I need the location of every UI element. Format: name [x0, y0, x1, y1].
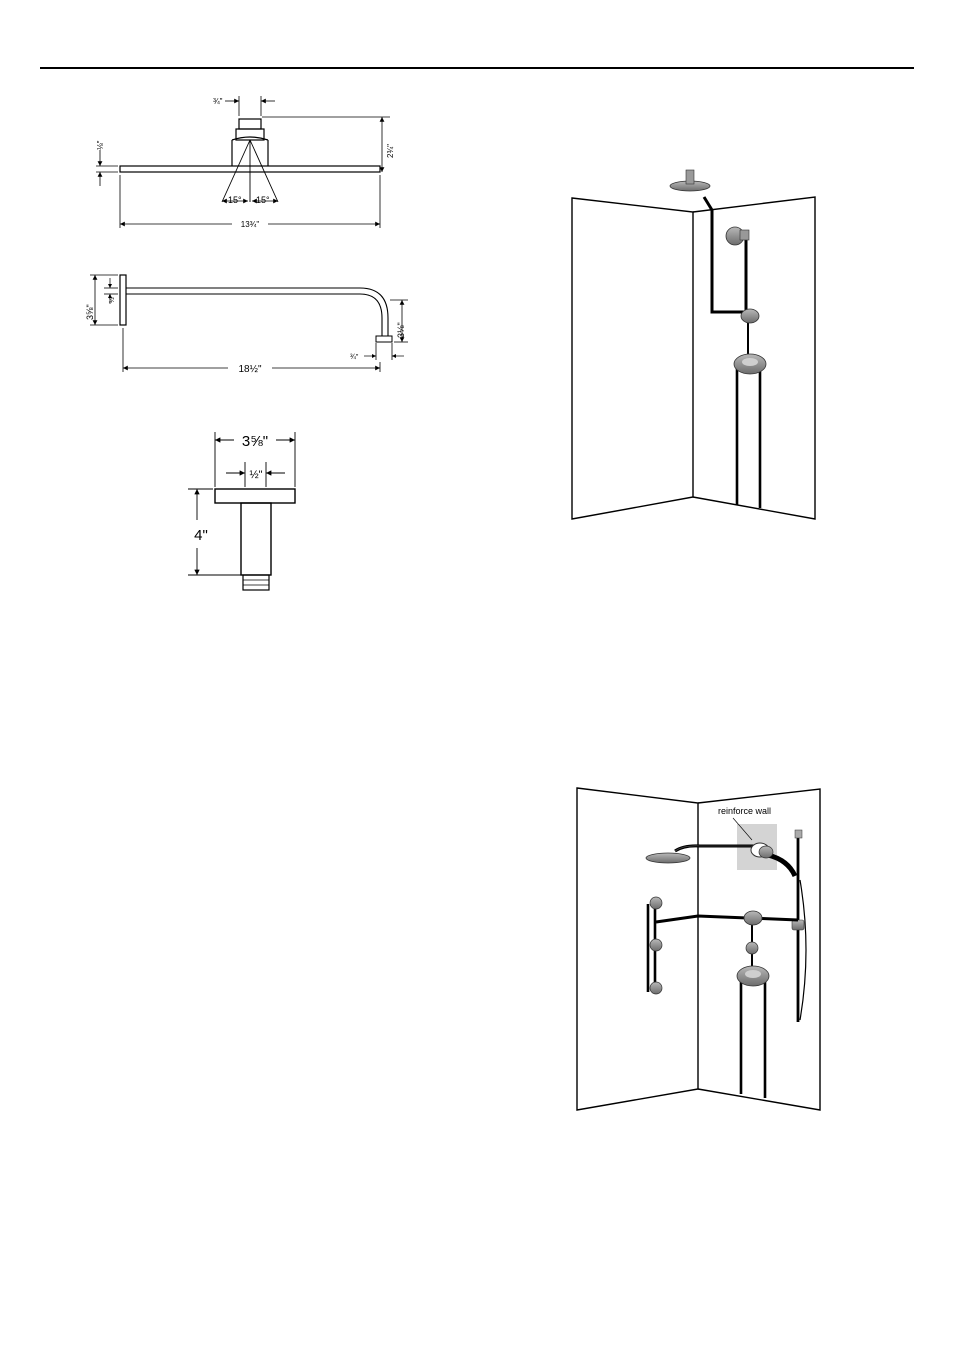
dim-overall-width: 13¾": [240, 220, 260, 229]
rainhead-dimension-drawing: [96, 96, 395, 229]
dim-inlet: ½": [249, 469, 263, 481]
dim-height-right: 2¾": [386, 144, 395, 158]
dim-connector-height: 4": [194, 527, 208, 544]
shower-corner-illustration-top: [572, 170, 815, 519]
body-jet-icon-1: [650, 897, 662, 909]
dim-inner: ½": [109, 294, 116, 303]
dim-drop: 3⅛": [396, 322, 406, 338]
rainhead-icon-bottom: [646, 853, 690, 863]
dim-flange-height: 3⅝": [85, 304, 95, 320]
body-jet-icon-3: [650, 982, 662, 994]
reinforce-wall-callout: reinforce wall: [718, 806, 772, 816]
body-jet-icon-2: [650, 939, 662, 951]
diverter-icon-bottom: [744, 911, 762, 925]
dim-width-top: ¾": [213, 97, 223, 106]
ceiling-connector-dimension-drawing: [188, 432, 295, 590]
diverter-icon: [741, 309, 759, 323]
dim-thickness-left: ⅛": [96, 140, 105, 150]
angle-left: 15°: [228, 195, 242, 205]
shower-arm-dimension-drawing: [85, 275, 408, 375]
shower-corner-illustration-bottom: [577, 788, 820, 1110]
dim-thread: ¾": [350, 354, 359, 361]
dim-flange-width: 3⅝": [241, 433, 269, 450]
volume-control-icon: [746, 942, 758, 954]
angle-right: 15°: [256, 195, 270, 205]
dim-arm-length: 18½": [238, 364, 262, 375]
